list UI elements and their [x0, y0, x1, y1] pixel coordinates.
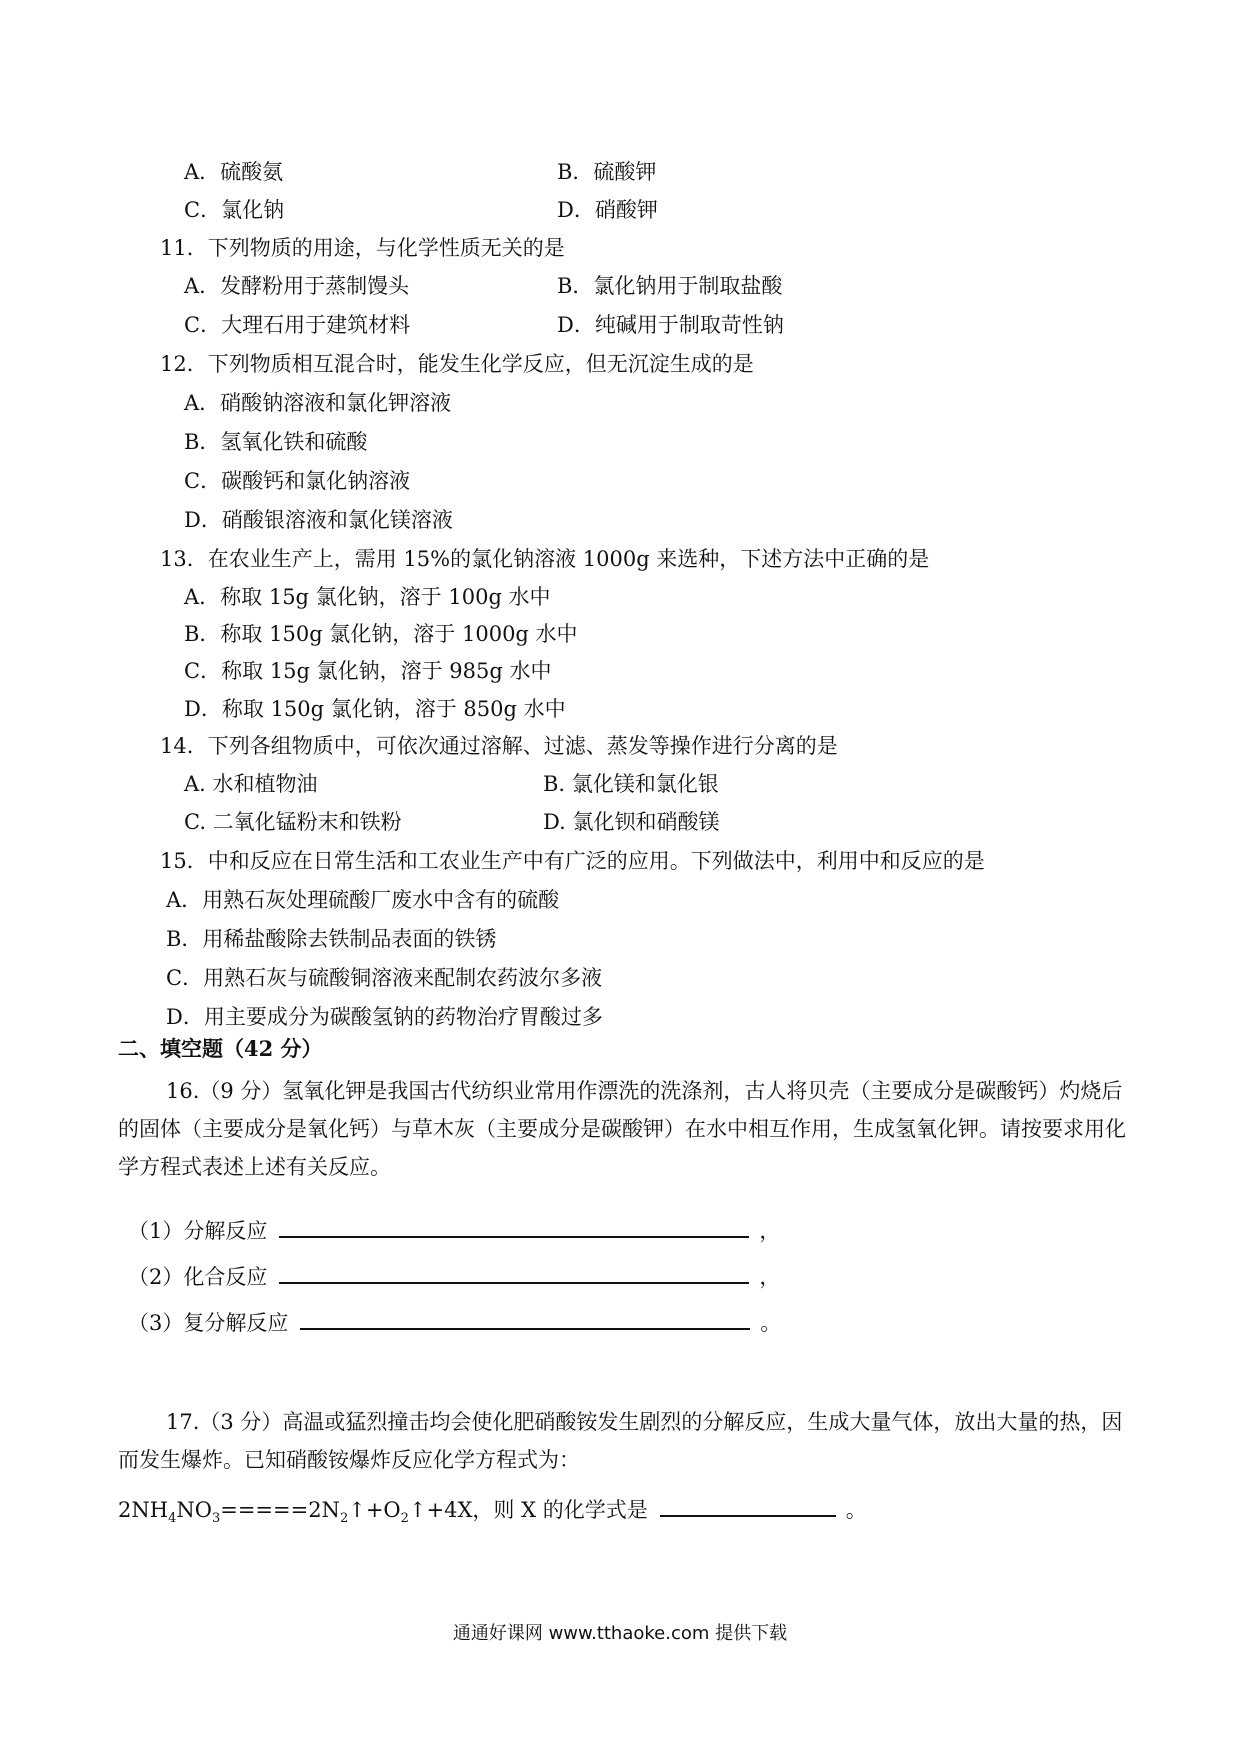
q12-option-b: B．氢氧化铁和硫酸: [184, 430, 368, 454]
q11-option-c: C．大理石用于建筑材料: [184, 313, 411, 337]
q17-end: 。: [845, 1498, 867, 1522]
q10-option-c: C．氯化钠: [184, 198, 285, 222]
eq-sub: 2: [400, 1511, 409, 1527]
q15-option-d: D．用主要成分为碳酸氢钠的药物治疗胃酸过多: [166, 1005, 603, 1029]
q10-option-a: A．硫酸氨: [184, 160, 284, 184]
q13-option-a: A．称取 15g 氯化钠，溶于 100g 水中: [184, 585, 551, 609]
eq-part: =====2N: [220, 1498, 340, 1522]
q15-stem: 15．中和反应在日常生活和工农业生产中有广泛的应用。下列做法中，利用中和反应的是: [160, 849, 985, 873]
q16-text: 16.（9 分）氢氧化钾是我国古代纺织业常用作漂洗的洗涤剂，古人将贝壳（主要成分是碳酸钙）灼烧后的固体（主要成分是氧化钙）与草木灰（主要成分是碳酸钾）在水中相互作用，生成氢氧化钾。请按要求用化学方程式表述上述有关反应。: [118, 1079, 1126, 1179]
q16-part-1: [128, 1214, 780, 1245]
q17-blank[interactable]: [660, 1493, 836, 1517]
q14-stem: 14．下列各组物质中，可依次通过溶解、过滤、蒸发等操作进行分离的是: [160, 734, 838, 758]
q16-part-2-label: （2）化合反应: [128, 1265, 268, 1289]
q14-option-c: C. 二氧化锰粉末和铁粉: [184, 810, 402, 834]
q14-option-a: A. 水和植物油: [184, 772, 318, 796]
q15-option-a: A．用熟石灰处理硫酸厂废水中含有的硫酸: [166, 888, 560, 912]
q10-option-b: B．硫酸钾: [557, 160, 657, 184]
q10-option-d: D．硝酸钾: [557, 198, 658, 222]
eq-part: NO: [176, 1498, 212, 1522]
q16-part-2-end: ，: [759, 1265, 781, 1289]
eq-sub: 2: [339, 1511, 349, 1527]
q13-option-c: C．称取 15g 氯化钠，溶于 985g 水中: [184, 659, 552, 683]
q12-option-a: A．硝酸钠溶液和氯化钾溶液: [184, 391, 452, 415]
q16-part-3: [128, 1306, 781, 1337]
q14-option-d: D. 氯化钡和硝酸镁: [543, 810, 720, 834]
q11-option-a: A．发酵粉用于蒸制馒头: [184, 274, 410, 298]
q12-option-c: C．碳酸钙和氯化钠溶液: [184, 469, 411, 493]
eq-part: ↑+O: [348, 1498, 401, 1522]
q13-option-d: D．称取 150g 氯化钠，溶于 850g 水中: [184, 697, 566, 721]
q11-option-b: B．氯化钠用于制取盐酸: [557, 274, 783, 298]
eq-sub: 4: [168, 1511, 177, 1527]
q12-option-d: D．硝酸银溶液和氯化镁溶液: [184, 508, 453, 532]
q16-part-2: [128, 1260, 780, 1291]
q16-blank-3[interactable]: [300, 1306, 750, 1330]
q17-equation: [118, 1493, 867, 1533]
q11-stem: 11．下列物质的用途，与化学性质无关的是: [160, 236, 565, 260]
section-heading: 二、填空题（42 分）: [118, 1036, 323, 1061]
q15-option-c: C．用熟石灰与硫酸铜溶液来配制农药波尔多液: [166, 966, 603, 990]
eq-sub: 3: [211, 1511, 221, 1527]
q14-option-b: B. 氯化镁和氯化银: [543, 772, 719, 796]
q16-blank-2[interactable]: [279, 1260, 749, 1284]
q15-option-b: B．用稀盐酸除去铁制品表面的铁锈: [166, 927, 497, 951]
q16-part-3-end: 。: [760, 1311, 782, 1335]
q16-blank-1[interactable]: [279, 1214, 749, 1238]
q16-part-3-label: （3）复分解反应: [128, 1311, 289, 1335]
page-footer: 通通好课网 www.tthaoke.com 提供下载: [452, 1623, 788, 1644]
q16-part-1-end: ，: [759, 1219, 781, 1243]
q16-part-1-label: （1）分解反应: [128, 1219, 268, 1243]
q12-stem: 12．下列物质相互混合时，能发生化学反应，但无沉淀生成的是: [160, 352, 754, 376]
q11-option-d: D．纯碱用于制取苛性钠: [557, 313, 784, 337]
q13-option-b: B．称取 150g 氯化钠，溶于 1000g 水中: [184, 622, 578, 646]
q13-stem: 13．在农业生产上，需用 15%的氯化钠溶液 1000g 来选种，下述方法中正确的是: [160, 547, 930, 571]
q17-text: 17.（3 分）高温或猛烈撞击均会使化肥硝酸铵发生剧烈的分解反应，生成大量气体，放出大量的热，因而发生爆炸。已知硝酸铵爆炸反应化学方程式为：: [118, 1410, 1123, 1472]
eq-part: 2NH: [118, 1498, 169, 1522]
eq-part: ↑+4X，则 X 的化学式是: [408, 1498, 648, 1522]
